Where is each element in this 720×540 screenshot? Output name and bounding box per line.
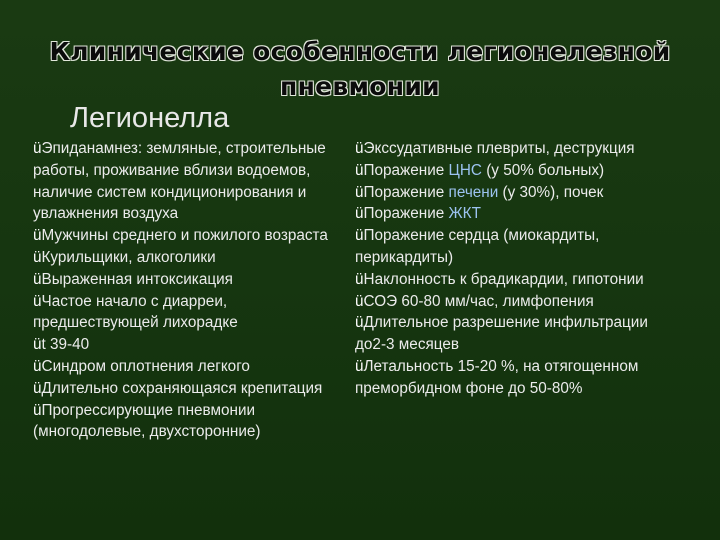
checkmark-icon: ü	[33, 140, 42, 157]
right-bullet-item	[355, 160, 680, 182]
title-line-1: Клинические особенности легионелезной	[49, 37, 671, 66]
bullet-text-tail: (у 30%), почек	[498, 183, 604, 201]
left-bullet-item	[33, 378, 333, 400]
checkmark-icon: ü	[33, 357, 42, 375]
bullet-text: Поражение	[363, 205, 449, 223]
checkmark-icon: ü	[33, 336, 42, 354]
right-bullet-item	[355, 312, 680, 356]
right-bullet-item	[355, 356, 680, 400]
bullet-text: Экссудативные плевриты, деструкция	[363, 140, 635, 157]
right-bullet-item	[355, 291, 680, 313]
left-bullet-item	[33, 291, 333, 335]
bullet-text: Длительное разрешение инфильтрации до2-3 месяцев	[355, 314, 648, 354]
left-bullet-item	[33, 400, 333, 444]
checkmark-icon: ü	[355, 161, 364, 179]
bullet-text: Поражение	[363, 161, 449, 179]
bullet-text: Курильщики, алкоголики	[41, 248, 216, 266]
right-bullet-item	[355, 225, 680, 269]
right-bullet-item	[355, 182, 680, 204]
left-bullet-item	[33, 138, 333, 225]
bullet-text: Синдром оплотнения легкого	[41, 357, 250, 375]
slide-subtitle: Легионелла	[70, 102, 230, 134]
checkmark-icon: ü	[355, 270, 364, 288]
left-bullet-item	[33, 269, 333, 291]
right-bullet-item	[355, 138, 680, 160]
bullet-text: Поражение	[363, 183, 449, 201]
bullet-text: Летальность 15-20 %, на отягощенном преморбидном фоне до 50-80%	[355, 357, 639, 397]
right-bullet-list	[355, 138, 680, 400]
bullet-text: Выраженная интоксикация	[41, 270, 233, 288]
left-bullet-item	[33, 334, 333, 356]
checkmark-icon: ü	[355, 205, 364, 223]
bullet-text: Эпиданамнез: земляные, строительные работы, проживание вблизи водоемов, наличие систем кондиционирования и увлажнения воздуха	[33, 140, 326, 223]
checkmark-icon: ü	[355, 314, 364, 332]
left-bullet-item	[33, 356, 333, 378]
bullet-text: Частое начало с диарреи, предшествующей лихорадке	[33, 292, 238, 332]
bullet-text: Прогрессирующие пневмонии (многодолевые, двухсторонние)	[33, 401, 261, 441]
bullet-text: Поражение сердца (миокардиты, перикардиты)	[355, 227, 600, 266]
bullet-text: t 39-40	[41, 336, 90, 354]
right-bullet-item	[355, 203, 680, 225]
highlighted-term: ЖКТ	[448, 205, 481, 223]
checkmark-icon: ü	[355, 292, 364, 310]
checkmark-icon: ü	[33, 379, 42, 397]
bullet-text-tail: (у 50% больных)	[481, 161, 605, 179]
checkmark-icon: ü	[355, 183, 364, 201]
checkmark-icon: ü	[355, 357, 364, 375]
checkmark-icon: ü	[33, 248, 42, 266]
left-bullet-item	[33, 225, 333, 247]
slide-title	[10, 34, 710, 104]
checkmark-icon: ü	[33, 292, 42, 310]
checkmark-icon: ü	[355, 227, 364, 245]
title-line-2: пневмонии	[280, 72, 440, 101]
right-bullet-item	[355, 269, 680, 291]
bullet-text: Мужчины среднего и пожилого возраста	[41, 227, 328, 245]
checkmark-icon: ü	[33, 270, 42, 288]
highlighted-term: ЦНС	[448, 161, 482, 179]
bullet-text: СОЭ 60-80 мм/час, лимфопения	[363, 292, 594, 310]
bullet-text: Наклонность к брадикардии, гипотонии	[363, 270, 644, 288]
bullet-text: Длительно сохраняющаяся крепитация	[41, 379, 323, 397]
checkmark-icon: ü	[355, 140, 364, 157]
left-bullet-item	[33, 247, 333, 269]
checkmark-icon: ü	[33, 227, 42, 245]
highlighted-term: печени	[448, 183, 499, 201]
left-bullet-list	[33, 138, 333, 443]
checkmark-icon: ü	[33, 401, 42, 419]
